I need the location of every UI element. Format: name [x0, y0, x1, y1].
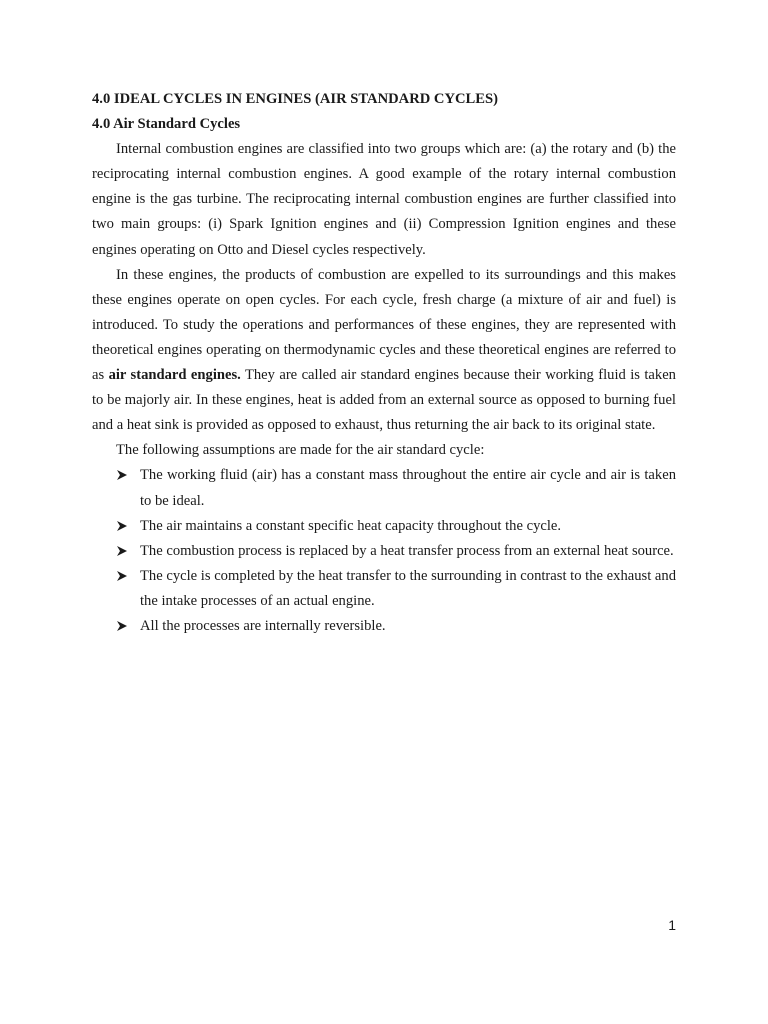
- arrowhead-bullet-icon: [116, 539, 130, 564]
- page-content: [92, 87, 676, 639]
- paragraph-text: They are called air standard engines because their working fluid is taken to be majorly air. In these engines, heat is added from an external source as opposed to burning fuel and a heat sink is provided as opposed to exhaust, thus returning the air back to its original state.: [92, 367, 676, 434]
- arrowhead-bullet-icon: [116, 514, 130, 539]
- list-item: [92, 564, 676, 614]
- list-item-text: The air maintains a constant specific heat capacity throughout the cycle.: [140, 517, 562, 534]
- section-title: 4.0 Air Standard Cycles: [92, 116, 241, 133]
- list-item: [92, 514, 676, 539]
- chapter-title: 4.0 IDEAL CYCLES IN ENGINES (AIR STANDARD CYCLES): [92, 91, 498, 107]
- page-number: 1: [668, 917, 676, 933]
- assumptions-list: [92, 463, 676, 639]
- paragraph-text: In these engines, the products of combustion are expelled to its surroundings and this makes these engines operate on open cycles. For each cycle, fresh charge (a mixture of air and fuel) is introduced. To study the operations and performances of these engines, they are represented with theoretical engines operating on thermodynamic cycles and these theoretical engines are referred to as: [92, 266, 676, 384]
- assumptions-intro: The following assumptions are made for the air standard cycle:: [116, 442, 485, 459]
- list-item-text: The combustion process is replaced by a heat transfer process from an external heat source.: [140, 542, 674, 559]
- paragraph-open-cycles: [92, 263, 676, 439]
- bold-term: air standard engines.: [108, 367, 241, 384]
- arrowhead-bullet-icon: [116, 564, 130, 589]
- list-item: [92, 463, 676, 513]
- list-item: [92, 614, 676, 639]
- list-item: [92, 539, 676, 564]
- list-item-text: The cycle is completed by the heat transfer to the surrounding in contrast to the exhaust and the intake processes of an actual engine.: [140, 567, 676, 609]
- list-item-text: The working fluid (air) has a constant mass throughout the entire air cycle and air is taken to be ideal.: [140, 467, 676, 509]
- list-item-text: All the processes are internally reversible.: [140, 617, 386, 634]
- arrowhead-bullet-icon: [116, 614, 130, 639]
- paragraph-intro: Internal combustion engines are classified into two groups which are: (a) the rotary and (b) the reciprocating internal combustion engines. A good example of the rotary internal combustion engine is the gas turbine. The reciprocating internal combustion engines are further classified into two main groups: (i) Spark Ignition engines and (ii) Compression Ignition engines and these engines operating on Otto and Diesel cycles respectively.: [92, 141, 676, 258]
- arrowhead-bullet-icon: [116, 463, 130, 488]
